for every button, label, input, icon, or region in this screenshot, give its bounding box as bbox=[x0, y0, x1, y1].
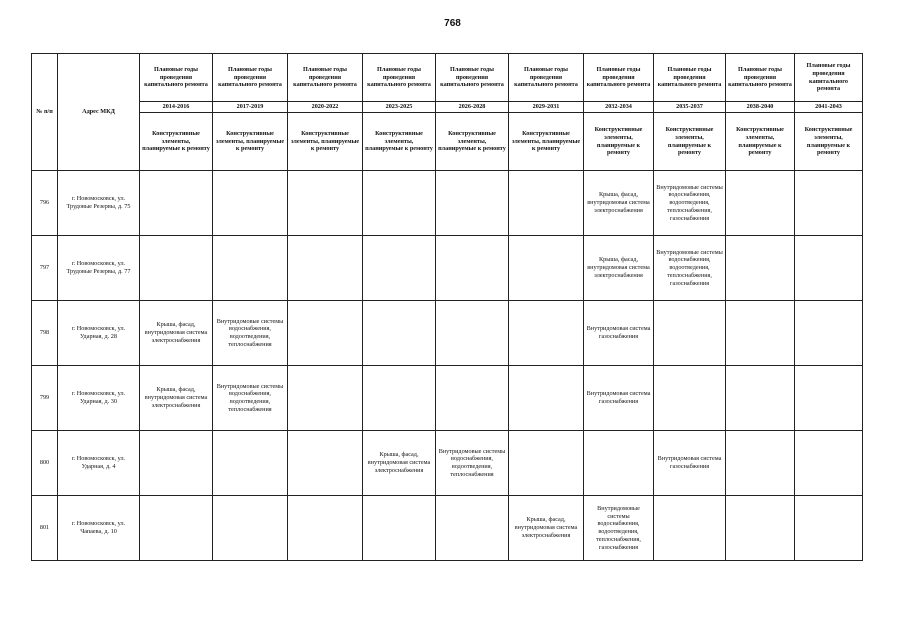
repair-cell bbox=[795, 496, 863, 561]
repair-cell bbox=[363, 301, 436, 366]
header-plan-label: Плановые годы проведения капитального ремонта bbox=[213, 54, 288, 102]
row-number: 796 bbox=[32, 171, 58, 236]
row-address: г. Новомосковск, ул. Ударная, д. 28 bbox=[58, 301, 140, 366]
row-number: 800 bbox=[32, 431, 58, 496]
repair-cell bbox=[509, 236, 584, 301]
header-year-range: 2032-2034 bbox=[584, 102, 654, 113]
header-year-range: 2035-2037 bbox=[654, 102, 726, 113]
repair-cell bbox=[584, 431, 654, 496]
header-elements-label: Конструктивные элементы, планируемые к ремонту bbox=[363, 113, 436, 171]
repair-cell bbox=[363, 236, 436, 301]
header-year-range: 2038-2040 bbox=[726, 102, 795, 113]
header-plan-label: Плановые годы проведения капитального ремонта bbox=[726, 54, 795, 102]
header-plan-label: Плановые годы проведения капитального ремонта bbox=[436, 54, 509, 102]
row-address: г. Новомосковск, ул. Ударная, д. 4 bbox=[58, 431, 140, 496]
table-row bbox=[32, 301, 863, 366]
repair-cell bbox=[363, 496, 436, 561]
header-year-range: 2017-2019 bbox=[213, 102, 288, 113]
repair-cell bbox=[288, 431, 363, 496]
header-address: Адрес МКД bbox=[58, 54, 140, 171]
repair-cell: Внутридомовые системы водоснабжения, водоотведения, теплоснабжения bbox=[213, 301, 288, 366]
repair-cell bbox=[363, 366, 436, 431]
header-plan-label: Плановые годы проведения капитального ремонта bbox=[363, 54, 436, 102]
header-plan-label: Плановые годы проведения капитального ремонта bbox=[288, 54, 363, 102]
repair-cell: Внутридомовые системы водоснабжения, водоотведения, теплоснабжения bbox=[213, 366, 288, 431]
repair-cell bbox=[795, 171, 863, 236]
header-elements-label: Конструктивные элементы, планируемые к ремонту bbox=[654, 113, 726, 171]
header-elements-label: Конструктивные элементы, планируемые к ремонту bbox=[726, 113, 795, 171]
repair-cell bbox=[213, 496, 288, 561]
repair-cell: Крыша, фасад, внутридомовая система электроснабжения bbox=[140, 366, 213, 431]
repair-cell: Внутридомовая система газоснабжения bbox=[654, 431, 726, 496]
header-elements-label: Конструктивные элементы, планируемые к ремонту bbox=[436, 113, 509, 171]
table-row bbox=[32, 236, 863, 301]
repair-cell bbox=[726, 366, 795, 431]
repair-cell: Крыша, фасад, внутридомовая система электроснабжения bbox=[584, 171, 654, 236]
row-number: 797 bbox=[32, 236, 58, 301]
repair-cell bbox=[436, 496, 509, 561]
repair-cell: Внутридомовая система газоснабжения bbox=[584, 301, 654, 366]
repair-cell bbox=[795, 301, 863, 366]
repair-cell bbox=[795, 366, 863, 431]
repair-cell bbox=[288, 496, 363, 561]
header-elements-label: Конструктивные элементы, планируемые к ремонту bbox=[213, 113, 288, 171]
repair-cell: Крыша, фасад, внутридомовая система электроснабжения bbox=[363, 431, 436, 496]
repair-cell bbox=[436, 301, 509, 366]
repair-cell bbox=[726, 301, 795, 366]
repair-cell: Крыша, фасад, внутридомовая система электроснабжения bbox=[584, 236, 654, 301]
repair-cell bbox=[140, 171, 213, 236]
repair-cell bbox=[140, 496, 213, 561]
repair-cell bbox=[726, 236, 795, 301]
table-row bbox=[32, 366, 863, 431]
row-address: г. Новомосковск, ул. Ударная, д. 30 bbox=[58, 366, 140, 431]
row-number: 798 bbox=[32, 301, 58, 366]
table-row bbox=[32, 171, 863, 236]
header-elements-label: Конструктивные элементы, планируемые к ремонту bbox=[288, 113, 363, 171]
header-plan-label: Плановые годы проведения капитального ремонта bbox=[795, 54, 863, 102]
repair-cell bbox=[726, 496, 795, 561]
header-year-range: 2020-2022 bbox=[288, 102, 363, 113]
repair-cell bbox=[436, 171, 509, 236]
repair-cell bbox=[726, 171, 795, 236]
repair-cell bbox=[363, 171, 436, 236]
header-elements-label: Конструктивные элементы, планируемые к ремонту bbox=[509, 113, 584, 171]
repair-cell bbox=[654, 496, 726, 561]
repair-cell: Внутридомовые системы водоснабжения, водоотведения, теплоснабжения, газоснабжения bbox=[654, 171, 726, 236]
header-elements-label: Конструктивные элементы, планируемые к ремонту bbox=[795, 113, 863, 171]
row-number: 799 bbox=[32, 366, 58, 431]
row-address: г. Новомосковск, ул. Трудовые Резервы, д. 77 bbox=[58, 236, 140, 301]
repair-cell bbox=[795, 431, 863, 496]
header-year-range: 2041-2043 bbox=[795, 102, 863, 113]
header-plan-label: Плановые годы проведения капитального ремонта bbox=[509, 54, 584, 102]
repair-cell bbox=[509, 366, 584, 431]
repair-schedule-table bbox=[31, 53, 863, 561]
repair-cell bbox=[509, 171, 584, 236]
repair-cell bbox=[140, 236, 213, 301]
repair-cell: Внутридомовые системы водоснабжения, водоотведения, теплоснабжения bbox=[436, 431, 509, 496]
header-year-range: 2023-2025 bbox=[363, 102, 436, 113]
repair-cell: Крыша, фасад, внутридомовая система электроснабжения bbox=[140, 301, 213, 366]
repair-cell bbox=[213, 171, 288, 236]
header-elements-label: Конструктивные элементы, планируемые к ремонту bbox=[584, 113, 654, 171]
repair-cell bbox=[436, 236, 509, 301]
repair-cell: Внутридомовая система газоснабжения bbox=[584, 366, 654, 431]
repair-cell bbox=[288, 366, 363, 431]
header-elements-label: Конструктивные элементы, планируемые к ремонту bbox=[140, 113, 213, 171]
repair-cell bbox=[795, 236, 863, 301]
header-year-range: 2029-2031 bbox=[509, 102, 584, 113]
repair-cell bbox=[288, 301, 363, 366]
repair-cell bbox=[436, 366, 509, 431]
row-address: г. Новомосковск, ул. Трудовые Резервы, д. 75 bbox=[58, 171, 140, 236]
repair-cell: Крыша, фасад, внутридомовая система электроснабжения bbox=[509, 496, 584, 561]
header-plan-label: Плановые годы проведения капитального ремонта bbox=[140, 54, 213, 102]
table-row bbox=[32, 431, 863, 496]
repair-cell bbox=[509, 431, 584, 496]
page-number: 768 bbox=[444, 18, 461, 29]
repair-cell bbox=[654, 366, 726, 431]
repair-cell bbox=[509, 301, 584, 366]
repair-cell bbox=[288, 171, 363, 236]
row-number: 801 bbox=[32, 496, 58, 561]
repair-cell bbox=[140, 431, 213, 496]
repair-cell bbox=[213, 236, 288, 301]
repair-cell: Внутридомовые системы водоснабжения, водоотведения, теплоснабжения, газоснабжения bbox=[654, 236, 726, 301]
header-num: № п/п bbox=[32, 54, 58, 171]
row-address: г. Новомосковск, ул. Чапаева, д. 10 bbox=[58, 496, 140, 561]
header-plan-label: Плановые годы проведения капитального ремонта bbox=[654, 54, 726, 102]
repair-cell bbox=[213, 431, 288, 496]
header-year-range: 2014-2016 bbox=[140, 102, 213, 113]
header-year-range: 2026-2028 bbox=[436, 102, 509, 113]
repair-cell: Внутридомовые системы водоснабжения, водоотведения, теплоснабжения, газоснабжения bbox=[584, 496, 654, 561]
repair-cell bbox=[726, 431, 795, 496]
repair-cell bbox=[654, 301, 726, 366]
table-row bbox=[32, 496, 863, 561]
repair-cell bbox=[288, 236, 363, 301]
header-plan-label: Плановые годы проведения капитального ремонта bbox=[584, 54, 654, 102]
